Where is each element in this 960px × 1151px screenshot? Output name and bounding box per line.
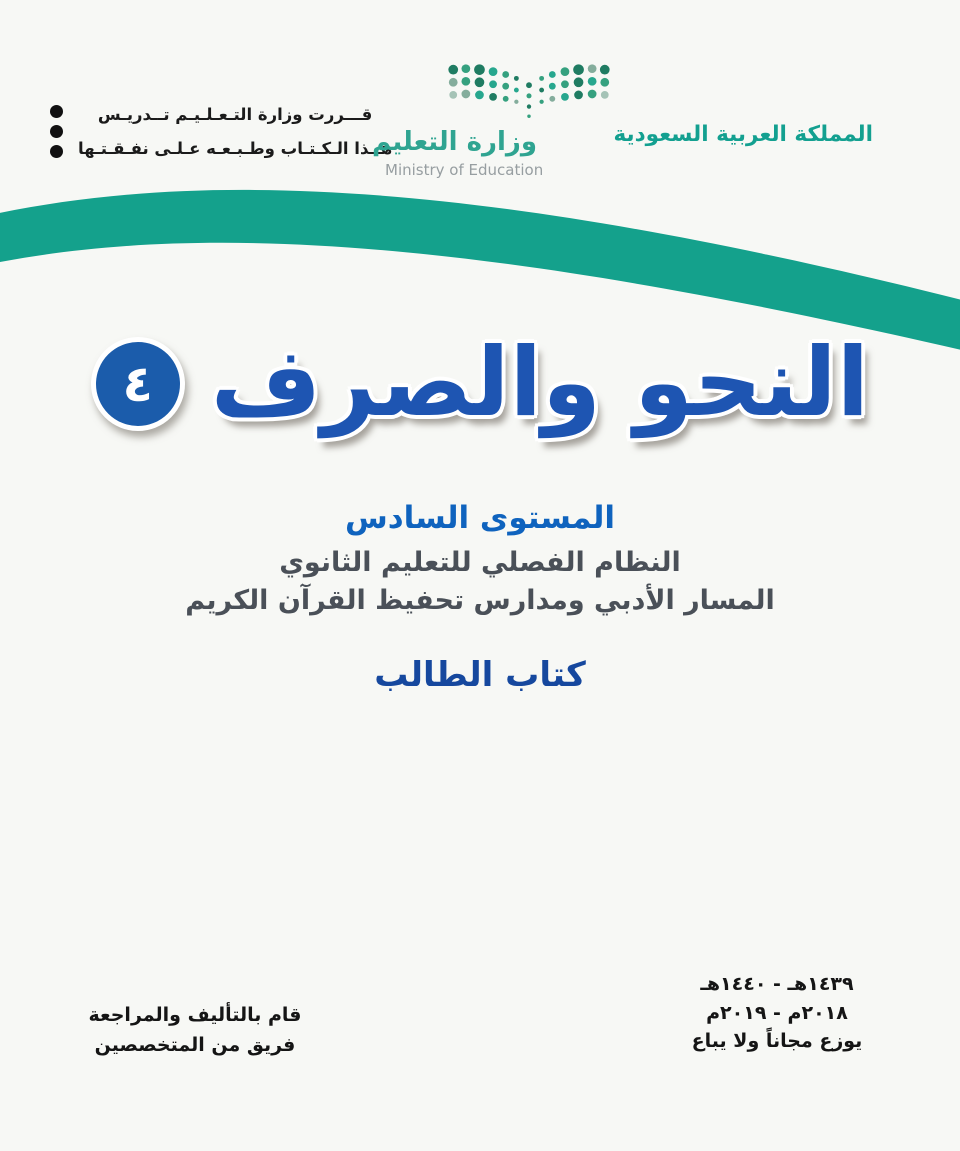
- ministry-name-english: Ministry of Education: [385, 160, 544, 179]
- decree-bullets: [50, 105, 63, 158]
- decree-text: [78, 98, 392, 166]
- decree-statement: [50, 98, 392, 166]
- bullet-dot-icon: [50, 145, 63, 158]
- authors-line-2: فريق من المتخصصين: [94, 1034, 296, 1057]
- book-title: النحو والصرف: [210, 328, 870, 438]
- gregorian-years: ٢٠١٨م - ٢٠١٩م: [706, 1001, 848, 1024]
- decree-line-2: هــذا الـكـتـاب وطـبـعـه عـلـى نفـقـتـها: [78, 138, 393, 158]
- hijri-years: ١٤٣٩هـ - ١٤٤٠هـ: [700, 973, 854, 995]
- ministry-logo: [372, 58, 617, 179]
- bullet-dot-icon: [50, 105, 63, 118]
- ministry-name-arabic: وزارة التعليم: [372, 127, 537, 157]
- part-number: ٤: [122, 354, 154, 413]
- education-system-label: النظام الفصلي للتعليم الثانوي: [279, 547, 681, 578]
- authorship-info: [82, 1000, 308, 1061]
- bullet-dot-icon: [50, 125, 63, 138]
- part-number-badge: [91, 337, 185, 431]
- track-label: المسار الأدبي ومدارس تحفيظ القرآن الكريم: [185, 585, 775, 616]
- kingdom-label: المملكة العربية السعودية: [613, 122, 873, 147]
- distribution-note: يوزع مجاناً ولا يباع: [691, 1030, 863, 1052]
- decree-line-1: قـــررت وزارة التـعـلـيـم تــدريـس: [97, 105, 373, 124]
- edition-info: [662, 970, 892, 1056]
- authors-line-1: قام بالتأليف والمراجعة: [88, 1004, 302, 1026]
- level-label: المستوى السادس: [344, 500, 616, 536]
- ministry-logo-dots-icon: [443, 58, 615, 126]
- title-row: [0, 322, 960, 446]
- book-type-label: كتاب الطالب: [374, 655, 586, 695]
